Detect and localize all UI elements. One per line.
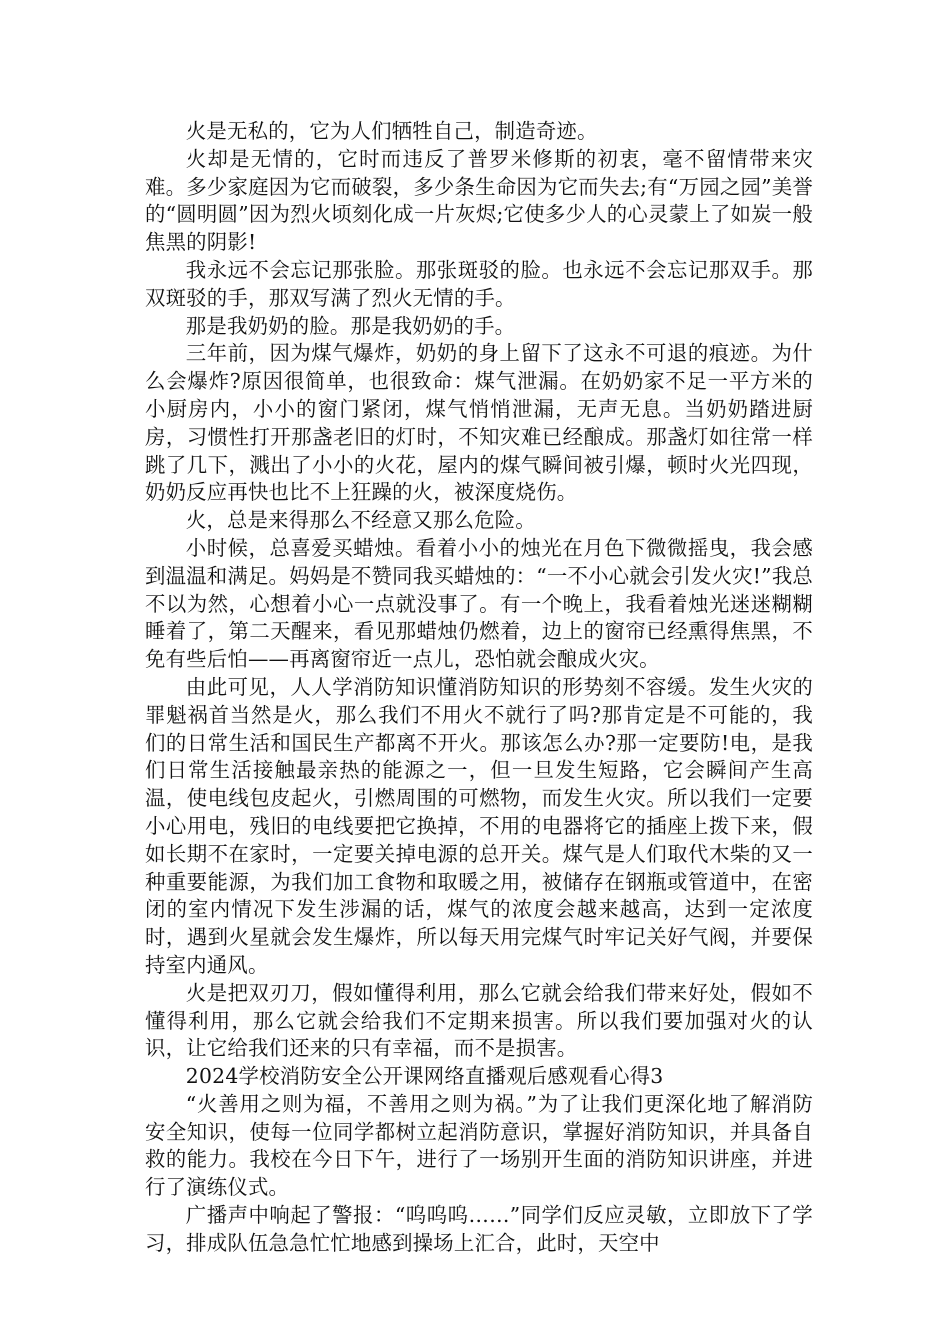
document-body bbox=[145, 118, 813, 1258]
paragraph-9: 火是把双刃刀，假如懂得利用，那么它就会给我们带来好处，假如不懂得利用，那么它就会给我们不定期来损害。所以我们要加强对火的认识，让它给我们还来的只有幸福，而不是损害。 bbox=[145, 980, 813, 1061]
paragraph-10: “火善用之则为福，不善用之则为祸。”为了让我们更深化地了解消防安全知识，使每一位同学都树立起消防意识，掌握好消防知识，并具备自救的能力。我校在今日下午，进行了一场别开生面的消防知识讲座，并进行了演练仪式。 bbox=[145, 1091, 813, 1200]
paragraph-4: 那是我奶奶的脸。那是我奶奶的手。 bbox=[185, 313, 516, 338]
paragraph-8: 由此可见，人人学消防知识懂消防知识的形势刻不容缓。发生火灾的罪魁祸首当然是火，那么我们不用火不就行了吗?那肯定是不可能的，我们的日常生活和国民生产都离不开火。那该怎么办?那一定要防!电，是我们日常生活接触最亲热的能源之一，但一旦发生短路，它会瞬间产生高温，使电线包皮起火，引燃周围的可燃物，而发生火灾。所以我们一定要小心用电，残旧的电线要把它换掉，不用的电器将它的插座上拨下来，假如长期不在家时，一定要关掉电源的总开关。煤气是人们取代木柴的又一种重要能源，为我们加工食物和取暖之用，被储存在钢瓶或管道中，在密闭的室内情况下发生涉漏的话，煤气的浓度会越来越高，达到一定浓度时，遇到火星就会发生爆炸，所以每天用完煤气时牢记关好气阀，并要保持室内通风。 bbox=[145, 674, 813, 977]
paragraph-11: 广播声中响起了警报：“呜呜呜……”同学们反应灵敏，立即放下了学习，排成队伍急急忙忙地感到操场上汇合，此时，天空中 bbox=[145, 1203, 813, 1255]
paragraph-1: 火是无私的，它为人们牺牲自己，制造奇迹。 bbox=[185, 119, 598, 143]
section-heading: 2024学校消防安全公开课网络直播观后感观看心得3 bbox=[185, 1064, 664, 1089]
paragraph-5: 三年前，因为煤气爆炸，奶奶的身上留下了这永不可退的痕迹。为什么会爆炸?原因很简单，也很致命：煤气泄漏。在奶奶家不足一平方米的小厨房内，小小的窗门紧闭，煤气悄悄泄漏，无声无息。当奶奶踏进厨房，习惯性打开那盏老旧的灯时，不知灾难已经酿成。那盏灯如往常一样跳了几下，溅出了小小的火花，屋内的煤气瞬间被引爆，顿时火光四现，奶奶反应再快也比不上狂躁的火，被深度烧伤。 bbox=[145, 341, 813, 505]
paragraph-2: 火却是无情的，它时而违反了普罗米修斯的初衷，毫不留情带来灾难。多少家庭因为它而破裂，多少条生命因为它而失去;有“万园之园”美誉的“圆明圆”因为烈火顷刻化成一片灰烬;它使多少人的心灵蒙上了如炭一般焦黑的阴影! bbox=[145, 146, 813, 255]
paragraph-6: 火，总是来得那么不经意又那么危险。 bbox=[185, 508, 536, 533]
paragraph-7: 小时候，总喜爱买蜡烛。看着小小的烛光在月色下微微摇曳，我会感到温温和满足。妈妈是不赞同我买蜡烛的：“一不小心就会引发火灾!”我总不以为然，心想着小心一点就没事了。有一个晚上，我看着烛光迷迷糊糊睡着了，第二天醒来，看见那蜡烛仍燃着，边上的窗帘已经熏得焦黑，不免有些后怕——再离窗帘近一点儿，恐怕就会酿成火灾。 bbox=[145, 535, 813, 672]
paragraph-3: 我永远不会忘记那张脸。那张斑驳的脸。也永远不会忘记那双手。那双斑驳的手，那双写满了烈火无情的手。 bbox=[145, 257, 813, 310]
